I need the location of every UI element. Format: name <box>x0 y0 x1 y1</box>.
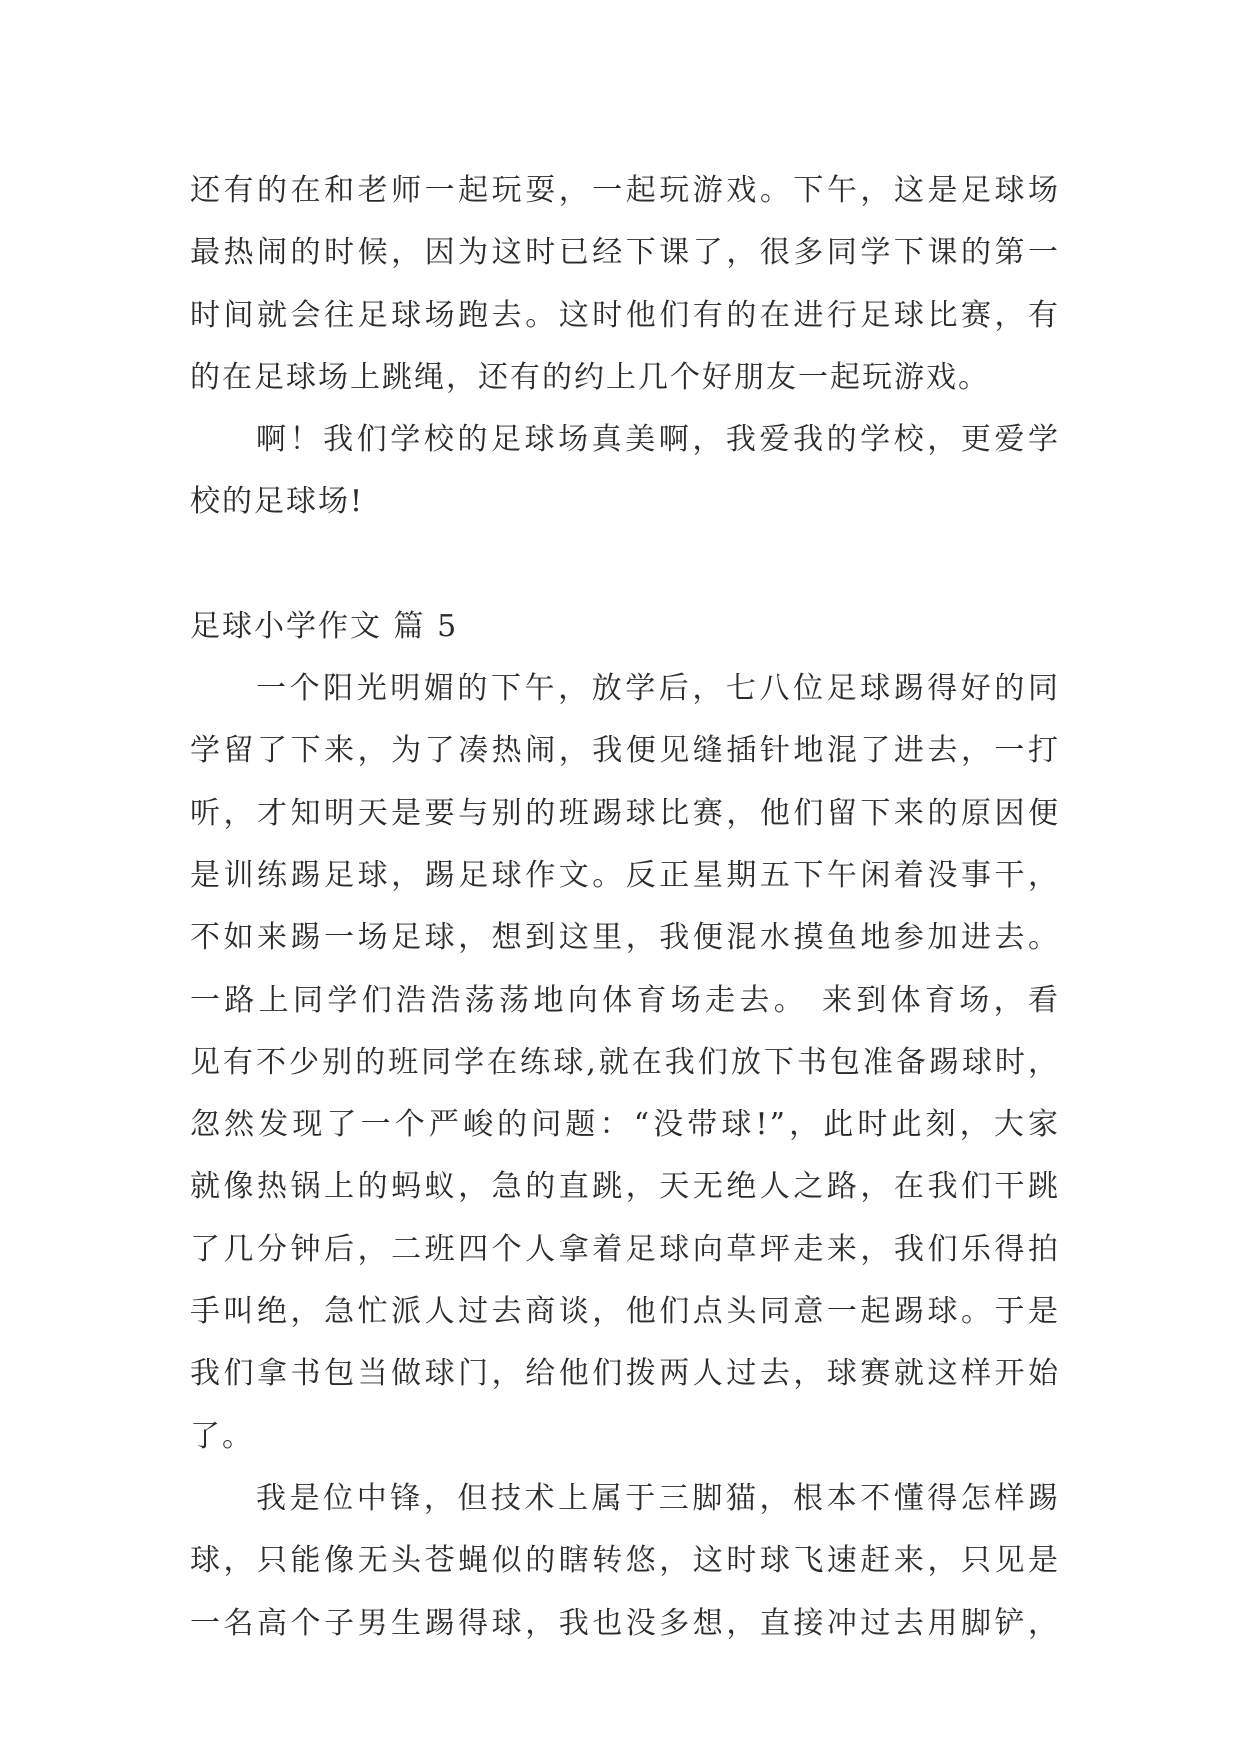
document-page <box>190 160 1060 1655</box>
text-line: 见有不少别的班同学在练球,就在我们放下书包准备踢球时， <box>190 1044 1060 1080</box>
text-line: 啊！我们学校的足球场真美啊，我爱我的学校，更爱学 <box>256 422 1060 458</box>
text-line: 了几分钟后，二班四个人拿着足球向草坪走来，我们乐得拍 <box>190 1231 1060 1267</box>
text-line: 一名高个子男生踢得球，我也没多想，直接冲过去用脚铲， <box>190 1605 1060 1641</box>
text-line: 了。 <box>190 1418 254 1454</box>
text-line: 最热闹的时候，因为这时已经下课了，很多同学下课的第一 <box>190 235 1060 271</box>
text-line: 时间就会往足球场跑去。这时他们有的在进行足球比赛，有 <box>190 297 1060 333</box>
text-line: 学留了下来，为了凑热闹，我便见缝插针地混了进去，一打 <box>190 733 1060 769</box>
paragraph-1 <box>190 160 1060 409</box>
text-line: 球，只能像无头苍蝇似的瞎转悠，这时球飞速赶来，只见是 <box>190 1543 1060 1579</box>
text-line: 的在足球场上跳绳，还有的约上几个好朋友一起玩游戏。 <box>190 359 990 395</box>
text-line: 忽然发现了一个严峻的问题：“没带球!”，此时此刻，大家 <box>190 1107 1060 1143</box>
text-line: 一个阳光明媚的下午，放学后，七八位足球踢得好的同 <box>256 671 1060 707</box>
paragraph-4 <box>190 1468 1060 1655</box>
text-line: 一路上同学们浩浩荡荡地向体育场走去。 来到体育场，看 <box>190 982 1060 1018</box>
text-line: 手叫绝，急忙派人过去商谈，他们点头同意一起踢球。于是 <box>190 1294 1060 1330</box>
text-line: 还有的在和老师一起玩耍，一起玩游戏。下午，这是足球场 <box>190 173 1060 208</box>
paragraph-2 <box>190 409 1060 534</box>
text-line: 校的足球场! <box>190 484 365 520</box>
paragraph-3 <box>190 658 1060 1468</box>
text-line: 听，才知明天是要与别的班踢球比赛，他们留下来的原因便 <box>190 795 1060 831</box>
text-line: 不如来踢一场足球，想到这里，我便混水摸鱼地参加进去。 <box>190 920 1060 956</box>
section-gap <box>190 534 1060 596</box>
text-line: 是训练踢足球，踢足球作文。反正星期五下午闲着没事干， <box>190 857 1060 893</box>
text-line: 我们拿书包当做球门，给他们拨两人过去，球赛就这样开始 <box>190 1356 1060 1392</box>
section-heading: 足球小学作文 篇 5 <box>190 608 459 644</box>
text-line: 我是位中锋，但技术上属于三脚猫，根本不懂得怎样踢 <box>256 1480 1060 1516</box>
text-line: 就像热锅上的蚂蚁，急的直跳，天无绝人之路，在我们干跳 <box>190 1169 1060 1205</box>
